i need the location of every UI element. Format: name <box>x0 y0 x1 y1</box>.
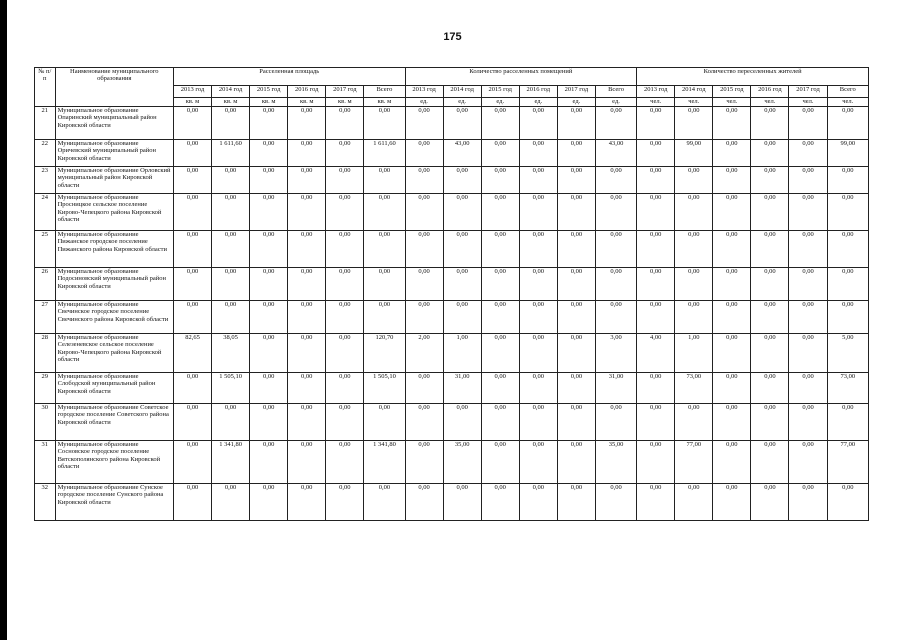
value-cell: 0,00 <box>519 441 557 484</box>
value-cell: 0,00 <box>789 301 827 334</box>
value-cell: 0,00 <box>827 107 868 140</box>
value-cell: 0,00 <box>481 194 519 231</box>
row-number: 25 <box>35 231 56 268</box>
value-cell: 0,00 <box>751 484 789 521</box>
value-cell: 0,00 <box>519 484 557 521</box>
table-row <box>35 404 869 441</box>
header-year: 2016 год <box>519 86 557 98</box>
value-cell: 120,70 <box>364 334 405 373</box>
value-cell: 0,00 <box>557 231 595 268</box>
header-unit: кв. м <box>250 98 288 107</box>
table-row <box>35 373 869 404</box>
value-cell: 0,00 <box>637 194 675 231</box>
header-year: 2015 год <box>250 86 288 98</box>
value-cell: 0,00 <box>405 167 443 194</box>
value-cell: 0,00 <box>405 140 443 167</box>
header-year: Всего <box>595 86 636 98</box>
header-unit: ед. <box>481 98 519 107</box>
value-cell: 0,00 <box>595 107 636 140</box>
value-cell: 0,00 <box>364 231 405 268</box>
value-cell: 0,00 <box>405 194 443 231</box>
value-cell: 0,00 <box>519 301 557 334</box>
value-cell: 0,00 <box>405 373 443 404</box>
value-cell: 99,00 <box>675 140 713 167</box>
value-cell: 0,00 <box>481 334 519 373</box>
value-cell: 0,00 <box>595 484 636 521</box>
value-cell: 0,00 <box>637 441 675 484</box>
value-cell: 0,00 <box>751 194 789 231</box>
value-cell: 0,00 <box>751 107 789 140</box>
value-cell: 99,00 <box>827 140 868 167</box>
value-cell: 0,00 <box>288 268 326 301</box>
value-cell: 0,00 <box>789 373 827 404</box>
value-cell: 1 341,80 <box>212 441 250 484</box>
value-cell: 1 505,10 <box>364 373 405 404</box>
value-cell: 0,00 <box>519 167 557 194</box>
value-cell: 0,00 <box>637 107 675 140</box>
value-cell: 73,00 <box>675 373 713 404</box>
value-cell: 0,00 <box>675 404 713 441</box>
value-cell: 0,00 <box>481 268 519 301</box>
value-cell: 0,00 <box>212 301 250 334</box>
municipality-name: Муниципальное образование Слободской муниципальный район Кировской области <box>55 373 173 404</box>
municipality-name: Муниципальное образование Опаринский муниципальный район Кировской области <box>55 107 173 140</box>
value-cell: 0,00 <box>789 404 827 441</box>
value-cell: 0,00 <box>675 231 713 268</box>
value-cell: 0,00 <box>481 301 519 334</box>
value-cell: 0,00 <box>326 268 364 301</box>
table-row <box>35 268 869 301</box>
header-unit: кв. м <box>212 98 250 107</box>
value-cell: 0,00 <box>789 441 827 484</box>
value-cell: 0,00 <box>751 301 789 334</box>
value-cell: 0,00 <box>789 484 827 521</box>
value-cell: 0,00 <box>481 404 519 441</box>
header-year: 2017 год <box>326 86 364 98</box>
value-cell: 0,00 <box>637 484 675 521</box>
value-cell: 0,00 <box>443 404 481 441</box>
table-header <box>35 68 869 107</box>
value-cell: 0,00 <box>519 268 557 301</box>
value-cell: 0,00 <box>212 268 250 301</box>
header-unit: чел. <box>751 98 789 107</box>
header-unit: чел. <box>675 98 713 107</box>
value-cell: 82,65 <box>173 334 211 373</box>
value-cell: 0,00 <box>212 231 250 268</box>
value-cell: 0,00 <box>595 301 636 334</box>
header-unit: кв. м <box>364 98 405 107</box>
value-cell: 0,00 <box>288 140 326 167</box>
header-year: 2013 год <box>405 86 443 98</box>
value-cell: 0,00 <box>326 484 364 521</box>
value-cell: 0,00 <box>751 404 789 441</box>
value-cell: 0,00 <box>827 194 868 231</box>
header-year: 2013 год <box>637 86 675 98</box>
header-year: 2016 год <box>751 86 789 98</box>
municipality-name: Муниципальное образование Пижанское городское поселение Пижанского района Кировской области <box>55 231 173 268</box>
value-cell: 0,00 <box>595 268 636 301</box>
value-cell: 0,00 <box>557 194 595 231</box>
value-cell: 0,00 <box>557 301 595 334</box>
header-year: 2013 год <box>173 86 211 98</box>
header-unit: чел. <box>789 98 827 107</box>
value-cell: 0,00 <box>789 194 827 231</box>
value-cell: 0,00 <box>288 441 326 484</box>
value-cell: 0,00 <box>443 107 481 140</box>
value-cell: 0,00 <box>443 484 481 521</box>
value-cell: 0,00 <box>557 404 595 441</box>
value-cell: 1 341,80 <box>364 441 405 484</box>
value-cell: 0,00 <box>557 107 595 140</box>
value-cell: 0,00 <box>713 301 751 334</box>
value-cell: 0,00 <box>827 404 868 441</box>
value-cell: 0,00 <box>751 167 789 194</box>
value-cell: 0,00 <box>637 167 675 194</box>
value-cell: 0,00 <box>326 107 364 140</box>
value-cell: 0,00 <box>481 484 519 521</box>
value-cell: 0,00 <box>443 194 481 231</box>
header-row-groups <box>35 68 869 86</box>
value-cell: 0,00 <box>481 373 519 404</box>
municipality-name: Муниципальное образование Сунское городское поселение Сунского района Кировской области <box>55 484 173 521</box>
value-cell: 1 611,60 <box>364 140 405 167</box>
value-cell: 0,00 <box>212 107 250 140</box>
value-cell: 5,00 <box>827 334 868 373</box>
row-number: 23 <box>35 167 56 194</box>
value-cell: 0,00 <box>250 441 288 484</box>
value-cell: 0,00 <box>481 140 519 167</box>
value-cell: 3,00 <box>595 334 636 373</box>
municipality-name: Муниципальное образование Селезеневское сельское поселение Кирово-Чепецкого района Кировской области <box>55 334 173 373</box>
value-cell: 0,00 <box>364 194 405 231</box>
header-group: Расселенная площадь <box>173 68 405 86</box>
value-cell: 35,00 <box>443 441 481 484</box>
table-row <box>35 140 869 167</box>
value-cell: 0,00 <box>250 140 288 167</box>
value-cell: 0,00 <box>288 301 326 334</box>
value-cell: 0,00 <box>212 167 250 194</box>
value-cell: 0,00 <box>173 167 211 194</box>
value-cell: 0,00 <box>405 231 443 268</box>
value-cell: 0,00 <box>405 484 443 521</box>
value-cell: 0,00 <box>675 301 713 334</box>
value-cell: 0,00 <box>751 334 789 373</box>
header-group: Количество переселенных жителей <box>637 68 869 86</box>
value-cell: 0,00 <box>789 107 827 140</box>
value-cell: 0,00 <box>173 107 211 140</box>
row-number: 28 <box>35 334 56 373</box>
municipality-name: Муниципальное образование Просницкое сельское поселение Кирово-Чепецкого района Кировской области <box>55 194 173 231</box>
row-number: 22 <box>35 140 56 167</box>
value-cell: 0,00 <box>637 301 675 334</box>
value-cell: 0,00 <box>173 194 211 231</box>
value-cell: 0,00 <box>481 231 519 268</box>
value-cell: 0,00 <box>713 484 751 521</box>
value-cell: 43,00 <box>443 140 481 167</box>
municipality-name: Муниципальное образование Сосновское городское поселение Вятскополянского района Кировской области <box>55 441 173 484</box>
value-cell: 0,00 <box>212 484 250 521</box>
value-cell: 31,00 <box>443 373 481 404</box>
value-cell: 0,00 <box>713 231 751 268</box>
value-cell: 0,00 <box>751 441 789 484</box>
value-cell: 0,00 <box>364 404 405 441</box>
value-cell: 0,00 <box>827 268 868 301</box>
row-number: 27 <box>35 301 56 334</box>
table-row <box>35 231 869 268</box>
value-cell: 1,00 <box>675 334 713 373</box>
row-number: 21 <box>35 107 56 140</box>
value-cell: 0,00 <box>326 167 364 194</box>
value-cell: 0,00 <box>557 167 595 194</box>
value-cell: 0,00 <box>519 373 557 404</box>
value-cell: 0,00 <box>173 404 211 441</box>
value-cell: 0,00 <box>288 373 326 404</box>
value-cell: 0,00 <box>364 484 405 521</box>
row-number: 24 <box>35 194 56 231</box>
value-cell: 0,00 <box>789 231 827 268</box>
value-cell: 0,00 <box>789 167 827 194</box>
value-cell: 0,00 <box>326 231 364 268</box>
value-cell: 0,00 <box>713 107 751 140</box>
value-cell: 0,00 <box>173 441 211 484</box>
value-cell: 0,00 <box>713 194 751 231</box>
value-cell: 0,00 <box>675 268 713 301</box>
value-cell: 0,00 <box>173 484 211 521</box>
value-cell: 0,00 <box>637 140 675 167</box>
value-cell: 0,00 <box>557 334 595 373</box>
value-cell: 0,00 <box>250 301 288 334</box>
value-cell: 0,00 <box>519 404 557 441</box>
value-cell: 4,00 <box>637 334 675 373</box>
value-cell: 43,00 <box>595 140 636 167</box>
value-cell: 0,00 <box>173 268 211 301</box>
value-cell: 0,00 <box>713 404 751 441</box>
value-cell: 0,00 <box>827 167 868 194</box>
value-cell: 0,00 <box>557 441 595 484</box>
value-cell: 0,00 <box>519 140 557 167</box>
value-cell: 0,00 <box>713 373 751 404</box>
header-unit: кв. м <box>288 98 326 107</box>
value-cell: 0,00 <box>250 334 288 373</box>
row-number: 30 <box>35 404 56 441</box>
value-cell: 0,00 <box>713 268 751 301</box>
value-cell: 0,00 <box>713 441 751 484</box>
value-cell: 0,00 <box>288 194 326 231</box>
value-cell: 0,00 <box>557 140 595 167</box>
value-cell: 0,00 <box>637 268 675 301</box>
value-cell: 0,00 <box>713 334 751 373</box>
value-cell: 0,00 <box>637 373 675 404</box>
value-cell: 0,00 <box>288 334 326 373</box>
value-cell: 0,00 <box>751 373 789 404</box>
resettlement-table <box>34 67 869 521</box>
value-cell: 0,00 <box>250 268 288 301</box>
row-number: 32 <box>35 484 56 521</box>
header-year: 2016 год <box>288 86 326 98</box>
value-cell: 0,00 <box>173 140 211 167</box>
value-cell: 0,00 <box>751 231 789 268</box>
value-cell: 0,00 <box>637 231 675 268</box>
table-row <box>35 334 869 373</box>
value-cell: 0,00 <box>595 404 636 441</box>
value-cell: 0,00 <box>443 167 481 194</box>
value-cell: 0,00 <box>519 334 557 373</box>
header-year: Всего <box>827 86 868 98</box>
value-cell: 0,00 <box>751 268 789 301</box>
value-cell: 0,00 <box>173 301 211 334</box>
value-cell: 1 505,10 <box>212 373 250 404</box>
value-cell: 0,00 <box>326 373 364 404</box>
value-cell: 0,00 <box>637 404 675 441</box>
value-cell: 0,00 <box>827 231 868 268</box>
header-year: 2014 год <box>443 86 481 98</box>
header-name-col: Наименование муниципального образования <box>55 68 173 107</box>
row-number: 26 <box>35 268 56 301</box>
table-row <box>35 167 869 194</box>
value-cell: 0,00 <box>173 373 211 404</box>
value-cell: 0,00 <box>675 194 713 231</box>
value-cell: 0,00 <box>789 334 827 373</box>
row-number: 31 <box>35 441 56 484</box>
value-cell: 0,00 <box>519 231 557 268</box>
value-cell: 0,00 <box>364 107 405 140</box>
municipality-name: Муниципальное образование Орловский муниципальный район Кировской области <box>55 167 173 194</box>
value-cell: 0,00 <box>713 140 751 167</box>
value-cell: 0,00 <box>789 268 827 301</box>
header-unit: кв. м <box>326 98 364 107</box>
header-year: Всего <box>364 86 405 98</box>
value-cell: 0,00 <box>250 167 288 194</box>
value-cell: 0,00 <box>751 140 789 167</box>
header-year: 2015 год <box>481 86 519 98</box>
header-unit: ед. <box>519 98 557 107</box>
value-cell: 0,00 <box>827 301 868 334</box>
value-cell: 0,00 <box>288 484 326 521</box>
value-cell: 0,00 <box>326 404 364 441</box>
value-cell: 0,00 <box>288 107 326 140</box>
header-num-col: № п/п <box>35 68 56 107</box>
value-cell: 0,00 <box>250 404 288 441</box>
row-number: 29 <box>35 373 56 404</box>
municipality-name: Муниципальное образование Оричевский муниципальный район Кировской области <box>55 140 173 167</box>
value-cell: 0,00 <box>326 334 364 373</box>
value-cell: 0,00 <box>481 441 519 484</box>
table-row <box>35 194 869 231</box>
header-year: 2014 год <box>212 86 250 98</box>
header-unit: ед. <box>405 98 443 107</box>
value-cell: 0,00 <box>443 268 481 301</box>
value-cell: 0,00 <box>789 140 827 167</box>
value-cell: 2,00 <box>405 334 443 373</box>
value-cell: 0,00 <box>557 484 595 521</box>
value-cell: 0,00 <box>557 268 595 301</box>
value-cell: 0,00 <box>250 373 288 404</box>
value-cell: 1,00 <box>443 334 481 373</box>
value-cell: 0,00 <box>250 194 288 231</box>
table-row <box>35 484 869 521</box>
header-year: 2014 год <box>675 86 713 98</box>
header-year: 2017 год <box>557 86 595 98</box>
value-cell: 77,00 <box>827 441 868 484</box>
value-cell: 0,00 <box>288 404 326 441</box>
value-cell: 0,00 <box>675 167 713 194</box>
page-number: 175 <box>443 31 462 43</box>
municipality-name: Муниципальное образование Советское городское поселение Советского района Кировской области <box>55 404 173 441</box>
value-cell: 1 611,60 <box>212 140 250 167</box>
header-unit: чел. <box>637 98 675 107</box>
value-cell: 0,00 <box>326 140 364 167</box>
value-cell: 0,00 <box>675 484 713 521</box>
value-cell: 0,00 <box>713 167 751 194</box>
value-cell: 0,00 <box>405 404 443 441</box>
value-cell: 0,00 <box>212 404 250 441</box>
value-cell: 0,00 <box>405 268 443 301</box>
value-cell: 0,00 <box>519 107 557 140</box>
header-unit: ед. <box>557 98 595 107</box>
value-cell: 0,00 <box>212 194 250 231</box>
value-cell: 0,00 <box>595 167 636 194</box>
value-cell: 0,00 <box>250 107 288 140</box>
table-row <box>35 301 869 334</box>
value-cell: 0,00 <box>519 194 557 231</box>
value-cell: 73,00 <box>827 373 868 404</box>
value-cell: 0,00 <box>288 167 326 194</box>
value-cell: 0,00 <box>405 301 443 334</box>
value-cell: 0,00 <box>288 231 326 268</box>
header-group: Количество расселенных помещений <box>405 68 637 86</box>
scan-edge-bar <box>0 0 7 640</box>
value-cell: 35,00 <box>595 441 636 484</box>
value-cell: 0,00 <box>364 301 405 334</box>
value-cell: 0,00 <box>595 231 636 268</box>
municipality-name: Муниципальное образование Свечинское городское поселение Свечинского района Кировской области <box>55 301 173 334</box>
value-cell: 38,05 <box>212 334 250 373</box>
value-cell: 0,00 <box>443 231 481 268</box>
value-cell: 0,00 <box>595 194 636 231</box>
value-cell: 0,00 <box>675 107 713 140</box>
value-cell: 77,00 <box>675 441 713 484</box>
value-cell: 0,00 <box>326 301 364 334</box>
header-unit: чел. <box>827 98 868 107</box>
value-cell: 0,00 <box>326 194 364 231</box>
value-cell: 0,00 <box>364 167 405 194</box>
header-year: 2015 год <box>713 86 751 98</box>
value-cell: 0,00 <box>405 107 443 140</box>
table-row <box>35 441 869 484</box>
value-cell: 0,00 <box>827 484 868 521</box>
value-cell: 0,00 <box>557 373 595 404</box>
value-cell: 0,00 <box>326 441 364 484</box>
table-row <box>35 107 869 140</box>
value-cell: 0,00 <box>481 107 519 140</box>
value-cell: 31,00 <box>595 373 636 404</box>
table-body <box>35 107 869 521</box>
header-year: 2017 год <box>789 86 827 98</box>
value-cell: 0,00 <box>173 231 211 268</box>
value-cell: 0,00 <box>481 167 519 194</box>
header-unit: ед. <box>595 98 636 107</box>
value-cell: 0,00 <box>250 231 288 268</box>
header-unit: ед. <box>443 98 481 107</box>
value-cell: 0,00 <box>443 301 481 334</box>
header-unit: чел. <box>713 98 751 107</box>
value-cell: 0,00 <box>250 484 288 521</box>
value-cell: 0,00 <box>364 268 405 301</box>
header-unit: кв. м <box>173 98 211 107</box>
value-cell: 0,00 <box>405 441 443 484</box>
municipality-name: Муниципальное образование Подосиновский муниципальный район Кировской области <box>55 268 173 301</box>
